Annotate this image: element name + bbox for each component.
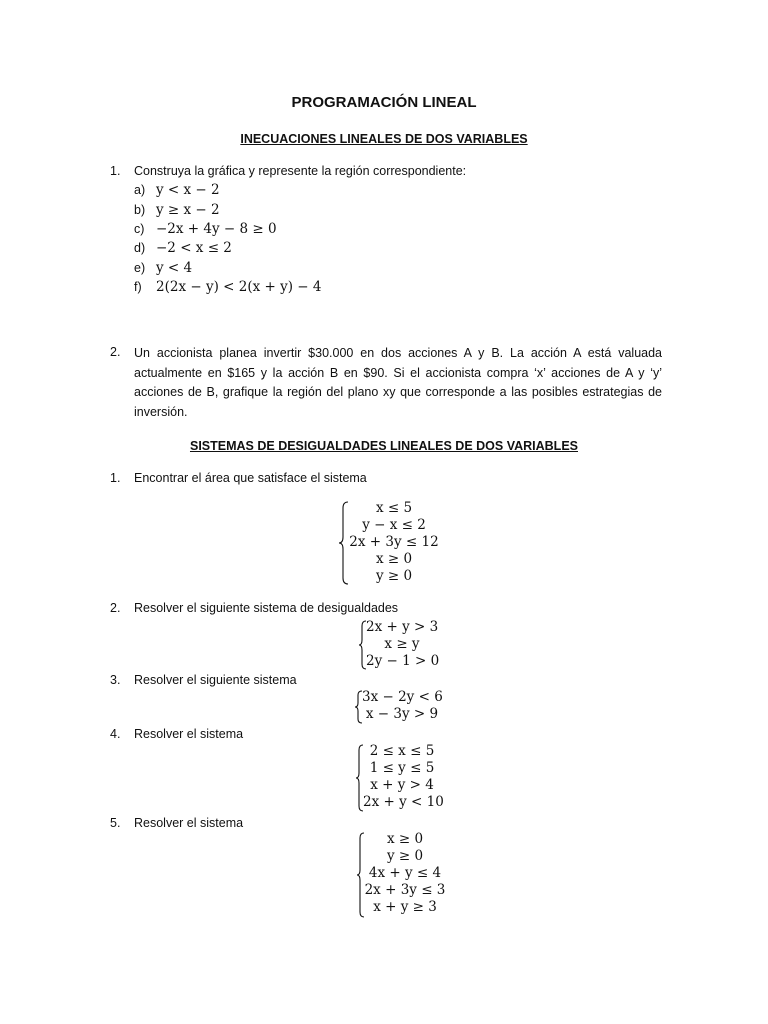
system-4 xyxy=(355,743,445,813)
system-line: y ≥ 0 xyxy=(386,848,424,864)
item-expression: y < 4 xyxy=(156,260,193,276)
item-expression: 2(2x − y) < 2(x + y) − 4 xyxy=(156,279,322,295)
problem-text: Resolver el sistema xyxy=(134,727,244,741)
system-line: 2x + 3y ≤ 12 xyxy=(349,534,439,550)
system-line: 2 ≤ x ≤ 5 xyxy=(369,743,435,759)
item-label: c) xyxy=(134,222,145,236)
system-line: y ≥ 0 xyxy=(375,568,413,584)
item-label: e) xyxy=(134,261,146,275)
item-expression: −2 < x ≤ 2 xyxy=(156,240,232,256)
q1-number: 1. xyxy=(110,164,121,178)
item-label: f) xyxy=(134,280,142,294)
item-expression: −2x + 4y − 8 ≥ 0 xyxy=(156,221,277,237)
system-line: x ≥ y xyxy=(384,636,420,652)
system-3 xyxy=(354,689,444,725)
system-line: x ≥ 0 xyxy=(386,831,424,847)
system-line: x − 3y > 9 xyxy=(365,706,439,722)
problem-number: 4. xyxy=(110,727,121,741)
system-line: 2y − 1 > 0 xyxy=(366,653,440,669)
problem-text: Resolver el siguiente sistema de desigualdades xyxy=(134,601,399,615)
system-line: x ≥ 0 xyxy=(375,551,413,567)
system-line: 2x + y < 10 xyxy=(363,794,444,810)
system-line: 2x + y > 3 xyxy=(366,619,439,635)
system-line: y − x ≤ 2 xyxy=(362,517,426,533)
section1-heading: INECUACIONES LINEALES DE DOS VARIABLES xyxy=(240,132,528,146)
problem-number: 3. xyxy=(110,673,121,687)
q2-number: 2. xyxy=(110,345,121,359)
system-1 xyxy=(338,500,448,586)
problem-text: Resolver el sistema xyxy=(134,816,244,830)
item-label: b) xyxy=(134,203,146,217)
item-expression: y < x − 2 xyxy=(156,182,220,198)
problem-number: 5. xyxy=(110,816,121,830)
q1-text: Construya la gráfica y represente la región correspondiente: xyxy=(134,164,467,178)
item-label: d) xyxy=(134,241,146,255)
system-line: 3x − 2y < 6 xyxy=(362,689,443,705)
system-line: 4x + y ≤ 4 xyxy=(368,865,442,881)
problem-text: Resolver el siguiente sistema xyxy=(134,673,297,687)
section2-heading: SISTEMAS DE DESIGUALDADES LINEALES DE DOS VARIABLES xyxy=(189,439,578,453)
system-line: 2x + 3y ≤ 3 xyxy=(364,882,446,898)
q2-paragraph: Un accionista planea invertir $30.000 en dos acciones A y B. La acción A está valuada actualmente en $165 y la acción B en $90. Si el accionista compra ‘x’ acciones de A y ‘y’ acciones de B, grafique la región del plano xy que corresponde a las posibles estrategias de inversión. xyxy=(134,346,662,419)
item-label: a) xyxy=(134,183,146,197)
system-line: x + y > 4 xyxy=(370,777,434,793)
system-5 xyxy=(356,831,452,919)
problem-number: 2. xyxy=(110,601,121,615)
page-title: PROGRAMACIÓN LINEAL xyxy=(291,94,477,111)
system-line: x + y ≥ 3 xyxy=(373,899,437,915)
problem-number: 1. xyxy=(110,471,121,485)
system-line: x ≤ 5 xyxy=(375,500,413,516)
problem-text: Encontrar el área que satisface el sistema xyxy=(134,471,367,485)
system-2 xyxy=(358,619,448,671)
system-line: 1 ≤ y ≤ 5 xyxy=(369,760,435,776)
item-expression: y ≥ x − 2 xyxy=(156,202,220,218)
